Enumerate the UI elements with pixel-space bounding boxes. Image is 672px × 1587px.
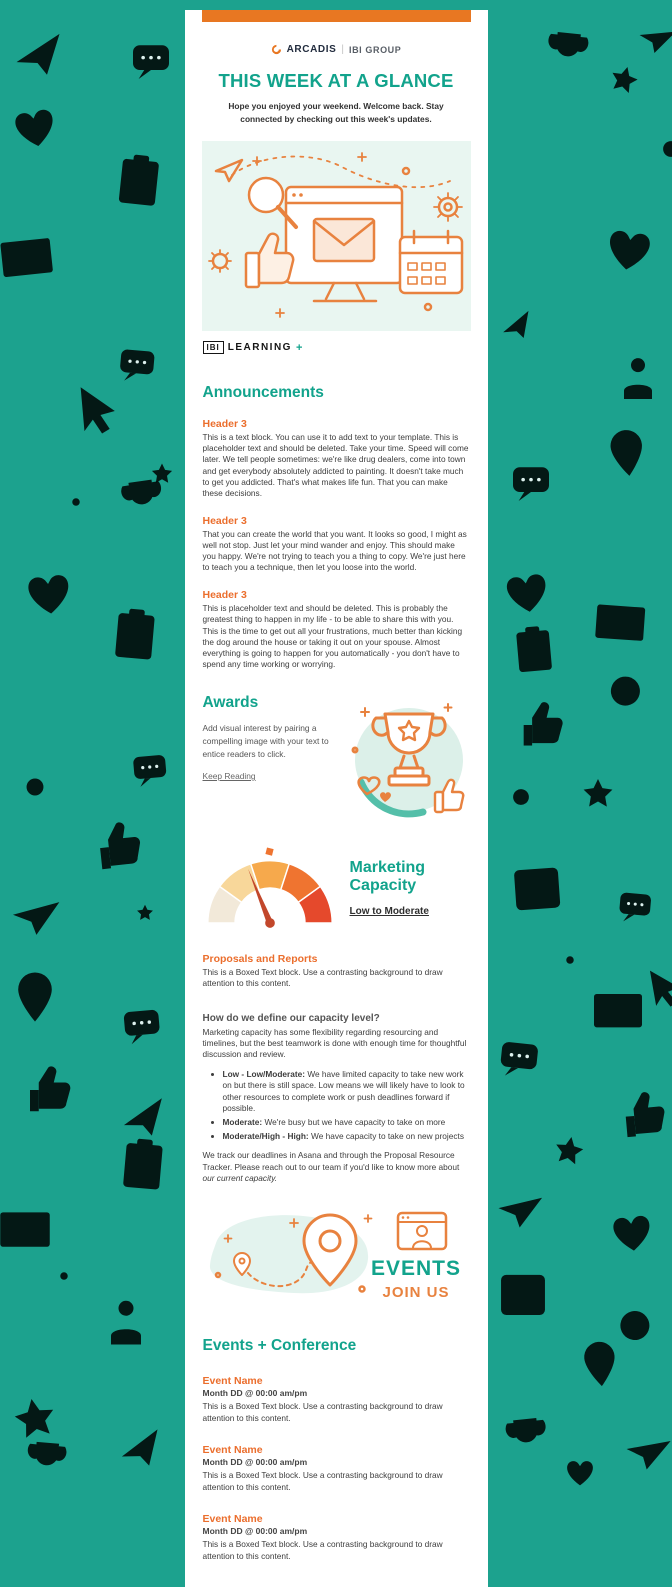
events-heading: Events + Conference bbox=[202, 1337, 357, 1354]
bullet-text: We have limited capacity to take new work on but there is still space. Low means we will likely have to look to other resources to complete work or push deadlines forward if possible. bbox=[222, 1068, 465, 1114]
event-item bbox=[203, 1375, 470, 1424]
doodle-clipboard-icon bbox=[504, 620, 565, 681]
doodle-plus-icon bbox=[650, 526, 672, 548]
event-item bbox=[203, 1513, 470, 1562]
doodle-star-icon bbox=[134, 902, 156, 924]
event-name: Event Name bbox=[202, 1444, 263, 1457]
announcement-header: Header 3 bbox=[202, 418, 247, 431]
define-header: How do we define our capacity level? bbox=[202, 1013, 380, 1025]
doodle-plane-icon bbox=[4, 20, 74, 90]
event-datetime: Month DD @ 00:00 am/pm bbox=[202, 1388, 308, 1398]
logo-divider: | bbox=[341, 44, 344, 55]
doodle-star-icon bbox=[148, 460, 176, 488]
doodle-calendar-icon bbox=[492, 1262, 554, 1324]
capacity-gauge-svg bbox=[202, 847, 338, 929]
event-name: Event Name bbox=[202, 1375, 263, 1387]
doodle-thumb-icon bbox=[20, 1060, 80, 1120]
doodle-monitor-icon bbox=[586, 592, 654, 660]
events-banner-title: EVENTS bbox=[370, 1257, 461, 1280]
define-footer bbox=[203, 1150, 470, 1185]
doodle-plane-icon bbox=[1, 881, 68, 948]
footer-text: We track our deadlines in Asana and through the Proposal Resource Tracker. Please reach out to our team if you'd like to know more about bbox=[202, 1150, 460, 1172]
proposals-body: This is a Boxed Text block. Use a contrasting background to draw attention to this content. bbox=[202, 966, 443, 989]
doodle-heart-icon bbox=[560, 1452, 600, 1492]
doodle-gear-icon bbox=[6, 758, 64, 816]
doodle-person-icon bbox=[610, 350, 666, 406]
doodle-chat-icon bbox=[489, 1029, 548, 1088]
list-item bbox=[223, 1131, 470, 1143]
doodle-chat-icon bbox=[610, 882, 660, 932]
bullet-lead: Moderate: bbox=[222, 1116, 263, 1127]
doodle-plus-icon bbox=[34, 1142, 58, 1166]
doodle-gear-icon bbox=[491, 767, 552, 828]
doodle-star-icon bbox=[602, 58, 646, 102]
announcement-body: This is a text block. You can use it to add text to your template. This is placeholder text and should be deleted. Take your time. Speed will come later. We tell people sometimes: we're like drug dealers, come into town and get everybody absolutely addicted to painting. It doesn't take much to get you addicted. That's what makes life fun. That you can make these decisions. bbox=[202, 432, 469, 498]
doodle-trophy-icon bbox=[533, 21, 601, 89]
doodle-plane-icon bbox=[109, 1417, 173, 1481]
define-body: Marketing capacity has some flexibility regarding resourcing and timelines, but the best teamwork is done with enough time for thoughtful discussion and review. bbox=[202, 1027, 467, 1060]
announcement-item bbox=[185, 418, 488, 499]
doodle-circle-icon bbox=[54, 1266, 74, 1286]
doodle-person-icon bbox=[96, 1292, 156, 1352]
doodle-clipboard-icon bbox=[109, 1131, 176, 1198]
capacity-heading-line1: Marketing bbox=[349, 859, 426, 877]
page-title: THIS WEEK AT A GLANCE bbox=[218, 70, 454, 91]
hero-illustration bbox=[202, 141, 471, 331]
doodle-plus-icon bbox=[64, 100, 88, 124]
doodle-thumb-icon bbox=[614, 1084, 672, 1147]
capacity-gauge bbox=[202, 847, 338, 929]
doodle-magnifier-icon bbox=[597, 661, 664, 728]
proposals-boxed-text bbox=[203, 953, 470, 989]
ibi-group-logo-text: IBI GROUP bbox=[348, 44, 402, 55]
top-accent-bar bbox=[202, 10, 471, 22]
event-body: This is a Boxed Text block. Use a contrasting background to draw attention to this content. bbox=[202, 1470, 443, 1492]
doodle-calendar-icon bbox=[504, 854, 570, 920]
doodle-trophy-icon bbox=[13, 1431, 78, 1496]
doodle-circle-icon bbox=[560, 950, 580, 970]
event-name: Event Name bbox=[202, 1513, 263, 1526]
doodle-heart-icon bbox=[1, 93, 68, 160]
bullet-lead: Moderate/High - High: bbox=[222, 1130, 309, 1141]
doodle-plane-icon bbox=[487, 1177, 551, 1241]
awards-heading: Awards bbox=[202, 693, 259, 711]
capacity-bullet-list bbox=[203, 1069, 470, 1143]
announcement-header: Header 3 bbox=[202, 589, 247, 602]
doodle-plus-icon bbox=[62, 716, 84, 738]
doodle-chat-icon bbox=[124, 34, 178, 88]
list-item bbox=[223, 1117, 470, 1129]
capacity-heading bbox=[350, 859, 429, 896]
arcadis-logo-icon bbox=[271, 44, 282, 55]
keep-reading-link[interactable]: Keep Reading bbox=[202, 771, 256, 782]
trophy-illustration bbox=[345, 694, 470, 829]
doodle-star-icon bbox=[547, 1129, 591, 1173]
bullet-text: We have capacity to take on new projects bbox=[308, 1130, 464, 1141]
bullet-lead: Low - Low/Moderate: bbox=[222, 1068, 306, 1079]
event-datetime: Month DD @ 00:00 am/pm bbox=[202, 1457, 308, 1468]
ibi-learning-logo-word: LEARNING bbox=[227, 342, 292, 354]
doodle-heart-icon bbox=[15, 559, 83, 627]
announcement-body: This is placeholder text and should be deleted. This is probably the greatest thing to happen in my life - to be able to share this with you. This is the time to get out all your frustrations, much better than kicking the dog around the house or taking it out on your spouse. Almost everything is going to happen for you automatically - you don't have to spend any time working or worrying. bbox=[202, 603, 463, 669]
email-newsletter bbox=[185, 10, 488, 1587]
events-banner-illustration bbox=[202, 1209, 471, 1307]
announcement-header: Header 3 bbox=[202, 514, 247, 527]
list-item bbox=[223, 1069, 470, 1115]
doodle-heart-icon bbox=[493, 558, 561, 626]
ibi-learning-logo-plus: + bbox=[295, 341, 303, 354]
doodle-chat-icon bbox=[124, 744, 176, 796]
doodle-heart-icon bbox=[594, 214, 664, 284]
doodle-star-icon bbox=[578, 774, 618, 814]
doodle-monitor-icon bbox=[0, 1200, 58, 1266]
hero-illustration-svg bbox=[202, 141, 471, 331]
bullet-text: We're busy but we have capacity to take on more bbox=[262, 1116, 446, 1127]
doodle-plane-icon bbox=[628, 10, 672, 66]
capacity-level: Low to Moderate bbox=[349, 905, 429, 917]
capacity-section bbox=[202, 847, 471, 929]
event-datetime: Month DD @ 00:00 am/pm bbox=[202, 1526, 308, 1537]
brand-logo bbox=[185, 44, 488, 55]
doodle-monitor-icon bbox=[0, 225, 63, 298]
capacity-definition bbox=[203, 1013, 470, 1185]
doodle-pin-icon bbox=[4, 966, 66, 1028]
awards-section bbox=[203, 694, 470, 829]
announcements-heading: Announcements bbox=[202, 384, 324, 402]
doodle-plane-icon bbox=[614, 1418, 672, 1484]
doodle-chat-icon bbox=[110, 338, 164, 392]
intro-text: Hope you enjoyed your weekend. Welcome back. Stay connected by checking out this week's updates. bbox=[228, 101, 444, 124]
trophy-illustration-svg bbox=[345, 694, 470, 829]
events-banner-svg bbox=[202, 1209, 471, 1307]
proposals-header: Proposals and Reports bbox=[202, 952, 318, 965]
doodle-plus-icon bbox=[514, 158, 536, 180]
doodle-thumb-icon bbox=[87, 813, 153, 879]
event-body: This is a Boxed Text block. Use a contrasting background to draw attention to this content. bbox=[202, 1539, 443, 1562]
ibi-learning-logo-box: IBI bbox=[203, 341, 224, 354]
event-body: This is a Boxed Text block. Use a contrasting background to draw attention to this content. bbox=[202, 1401, 443, 1423]
doodle-pin-icon bbox=[570, 1334, 631, 1395]
announcement-item bbox=[185, 589, 488, 670]
awards-body: Add visual interest by pairing a compelling image with your text to entice readers to click. bbox=[202, 722, 329, 759]
doodle-circle-icon bbox=[66, 492, 86, 512]
doodle-trophy-icon bbox=[493, 1407, 561, 1475]
events-banner-subtitle: JOIN US bbox=[381, 1284, 450, 1301]
announcement-item bbox=[185, 515, 488, 573]
capacity-heading-line2: Capacity bbox=[349, 877, 417, 895]
doodle-clipboard-icon bbox=[105, 147, 173, 215]
ibi-learning-logo bbox=[203, 341, 488, 354]
footer-italic-text: our current capacity. bbox=[202, 1173, 278, 1184]
doodle-heart-icon bbox=[601, 1201, 663, 1263]
doodle-gear-icon bbox=[644, 122, 672, 176]
doodle-thumb-icon bbox=[514, 696, 572, 754]
announcement-body: That you can create the world that you want. It looks so good, I might as well not stop. Just let your mind wander and enjoy. This should make you happy. We're not trying to teach you a thing to copy. We're just here to teach you a technique, then let you loose into the world. bbox=[202, 528, 467, 573]
doodle-clipboard-icon bbox=[101, 601, 168, 668]
doodle-pin-icon bbox=[595, 421, 659, 485]
event-item bbox=[203, 1444, 470, 1493]
doodle-chat-icon bbox=[504, 456, 558, 510]
arcadis-logo-text: ARCADIS bbox=[286, 44, 337, 55]
doodle-plane-icon bbox=[493, 302, 542, 351]
doodle-chat-icon bbox=[114, 998, 170, 1054]
